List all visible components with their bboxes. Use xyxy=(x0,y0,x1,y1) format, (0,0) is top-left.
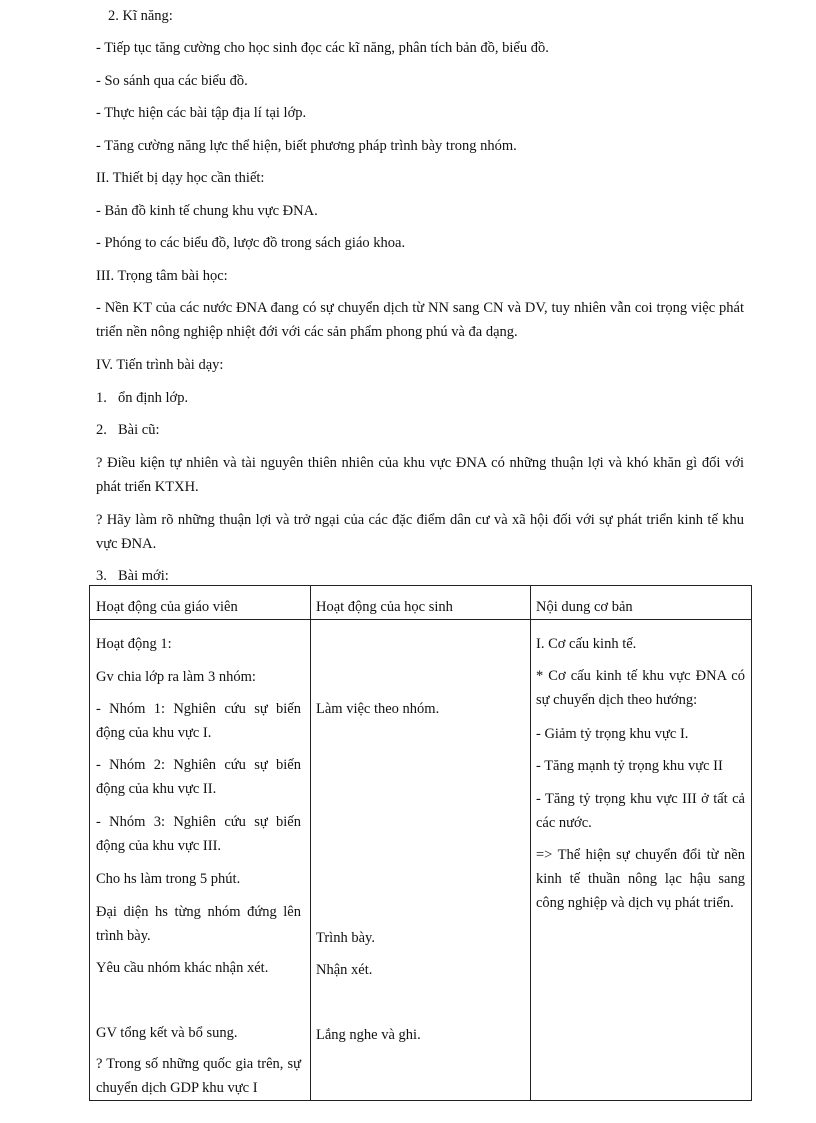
teacher-question: ? Trong số những quốc gia trên, sự chuyển dịch GDP khu vực I xyxy=(96,1056,301,1096)
student-comment: Nhận xét. xyxy=(316,962,373,978)
column-divider xyxy=(530,586,531,1100)
step-2 xyxy=(96,420,159,440)
header-student: Hoạt động của học sinh xyxy=(316,599,453,615)
student-groupwork: Làm việc theo nhóm. xyxy=(316,701,440,717)
teacher-divide: Gv chia lớp ra làm 3 nhóm: xyxy=(96,669,256,685)
equipment-item: - Phóng to các biểu đồ, lược đồ trong sách giáo khoa. xyxy=(96,235,406,251)
column-divider xyxy=(310,586,311,1100)
skill-item: - Tăng cường năng lực thể hiện, biết phương pháp trình bày trong nhóm. xyxy=(96,138,517,154)
teacher-activity: Hoạt động 1: xyxy=(96,636,172,652)
skill-item: - So sánh qua các biểu đồ. xyxy=(96,73,248,89)
content-conclusion: => Thể hiện sự chuyển đổi từ nền kinh tế thuần nông lạc hậu sang công nghiệp và dịch vụ phát triển. xyxy=(536,847,745,911)
content-intro: * Cơ cấu kinh tế khu vực ĐNA có sự chuyển dịch theo hướng: xyxy=(536,668,745,708)
teacher-group-2: - Nhóm 2: Nghiên cứu sự biến động của khu vực II. xyxy=(96,757,301,797)
skills-heading: 2. Kĩ năng: xyxy=(108,8,173,24)
step-3-number: 3. xyxy=(96,568,107,584)
content-heading: I. Cơ cấu kinh tế. xyxy=(536,636,637,652)
teacher-present: Đại diện hs từng nhóm đứng lên trình bày. xyxy=(96,904,301,944)
review-question-1: ? Điều kiện tự nhiên và tài nguyên thiên nhiên của khu vực ĐNA có những thuận lợi và khó khăn gì đối với phát triển KTXH. xyxy=(96,455,744,495)
teacher-time: Cho hs làm trong 5 phút. xyxy=(96,871,241,887)
header-content: Nội dung cơ bản xyxy=(536,599,633,615)
step-2-number: 2. xyxy=(96,422,107,438)
step-1-text: ổn định lớp. xyxy=(118,390,189,406)
teacher-group-3: - Nhóm 3: Nghiên cứu sự biến động của khu vực III. xyxy=(96,814,301,854)
teacher-comment: Yêu cầu nhóm khác nhận xét. xyxy=(96,960,269,976)
step-3-text: Bài mới: xyxy=(118,568,169,584)
equipment-item: - Bản đồ kinh tế chung khu vực ĐNA. xyxy=(96,203,318,219)
teacher-summary: GV tổng kết và bổ sung. xyxy=(96,1025,238,1041)
process-heading: IV. Tiến trình bài dạy: xyxy=(96,357,224,373)
focus-heading: III. Trọng tâm bài học: xyxy=(96,268,228,284)
review-question-2: ? Hãy làm rõ những thuận lợi và trở ngại của các đặc điểm dân cư và xã hội đối với sự phát triển kinh tế khu vực ĐNA. xyxy=(96,512,744,552)
content-point-3: - Tăng tỷ trọng khu vực III ở tất cả các nước. xyxy=(536,791,745,831)
step-3 xyxy=(96,566,169,586)
header-divider xyxy=(90,619,751,620)
student-listen: Lắng nghe và ghi. xyxy=(316,1027,421,1043)
content-point-1: - Giảm tỷ trọng khu vực I. xyxy=(536,726,689,742)
content-point-2: - Tăng mạnh tỷ trọng khu vực II xyxy=(536,758,723,774)
step-1 xyxy=(96,388,188,408)
lesson-table xyxy=(89,585,752,1101)
teacher-group-1: - Nhóm 1: Nghiên cứu sự biến động của khu vực I. xyxy=(96,701,301,741)
skill-item: - Tiếp tục tăng cường cho học sinh đọc các kĩ năng, phân tích bản đồ, biểu đồ. xyxy=(96,40,549,56)
step-1-number: 1. xyxy=(96,390,107,406)
step-2-text: Bài cũ: xyxy=(118,422,160,438)
student-present: Trình bày. xyxy=(316,930,375,946)
equipment-heading: II. Thiết bị dạy học cần thiết: xyxy=(96,170,265,186)
header-teacher: Hoạt động của giáo viên xyxy=(96,599,238,615)
focus-text: - Nền KT của các nước ĐNA đang có sự chuyển dịch từ NN sang CN và DV, tuy nhiên vẫn coi trọng việc phát triển nền nông nghiệp nhiệt đới với các sản phẩm phong phú và đa dạng. xyxy=(96,300,744,340)
skill-item: - Thực hiện các bài tập địa lí tại lớp. xyxy=(96,105,307,121)
